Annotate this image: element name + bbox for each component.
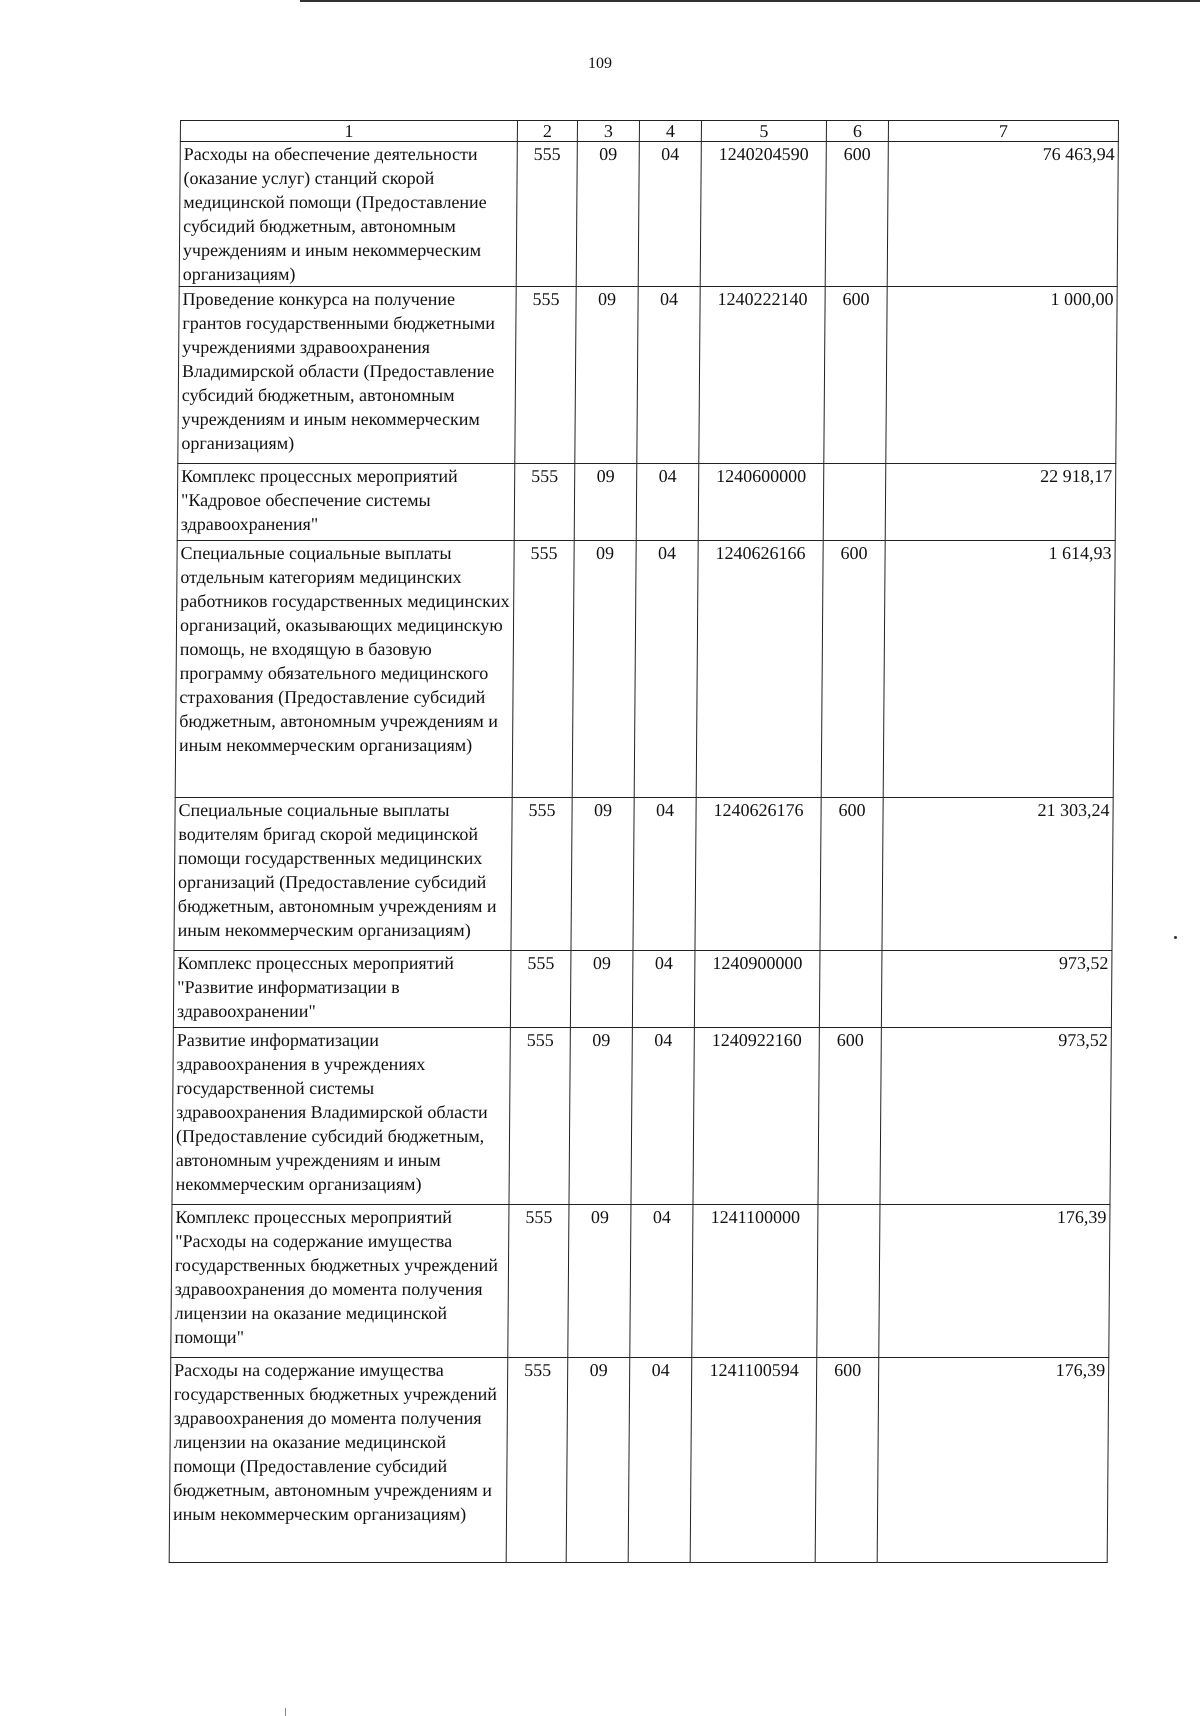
row-expense-type: 600 <box>825 142 888 287</box>
row-section-code: 09 <box>574 464 637 541</box>
row-subsection-code: 04 <box>637 287 700 464</box>
row-amount: 176,39 <box>879 1205 1110 1358</box>
row-target-code: 1240900000 <box>694 951 820 1028</box>
row-target-code: 1240626166 <box>696 541 823 798</box>
row-target-code: 1240204590 <box>700 142 826 287</box>
row-amount: 973,52 <box>880 1028 1111 1205</box>
row-amount: 21 303,24 <box>882 798 1113 951</box>
row-expense-type <box>817 1205 880 1358</box>
table-row <box>175 541 1115 798</box>
row-name: Комплекс процессных мероприятий "Кадровое обеспечение системы здравоохранения" <box>177 464 515 541</box>
table-row <box>179 142 1118 287</box>
table-row <box>177 464 1116 541</box>
row-name: Специальные социальные выплаты отдельным категориям медицинских работников государственных медицинских организаций, оказывающих медицинскую помощь, не входящую в базовую программу обязательного медицинского страхования (Предоставление субсидий бюджетным, автономным учреждениям и иным некоммерческим организациям) <box>175 541 514 798</box>
row-expense-type: 600 <box>820 798 883 951</box>
row-expense-type <box>819 951 882 1028</box>
header-row <box>180 121 1118 142</box>
row-amount: 76 463,94 <box>887 142 1118 287</box>
row-target-code: 1241100594 <box>690 1358 817 1563</box>
row-ministry-code: 555 <box>516 142 577 287</box>
row-ministry-code: 555 <box>515 287 576 464</box>
col-header-1: 1 <box>180 121 517 142</box>
budget-table <box>169 120 1119 1563</box>
row-name: Специальные социальные выплаты водителям бригад скорой медицинской помощи государственных медицинских организаций (Предоставление субсидий бюджетным, автономным учреждениям и иным некоммерческим организациям) <box>174 798 512 951</box>
row-subsection-code: 04 <box>634 541 698 798</box>
row-ministry-code: 555 <box>508 1205 569 1358</box>
row-subsection-code: 04 <box>630 1205 693 1358</box>
col-header-4: 4 <box>639 121 701 142</box>
table-row <box>178 287 1117 464</box>
col-header-6: 6 <box>826 121 888 142</box>
scan-speck <box>1174 936 1177 939</box>
row-ministry-code: 555 <box>506 1358 568 1563</box>
row-name: Расходы на обеспечение деятельности (оказание услуг) станций скорой медицинской помощи (Предоставление субсидий бюджетным, автономным учреждениям и иным некоммерческим организациям) <box>179 142 517 287</box>
row-ministry-code: 555 <box>511 798 572 951</box>
row-target-code: 1241100000 <box>692 1205 818 1358</box>
table-row <box>171 1205 1110 1358</box>
row-amount: 1 614,93 <box>883 541 1115 798</box>
row-name: Расходы на содержание имущества государственных бюджетных учреждений здравоохранения до момента получения лицензии на оказание медицинской помощи (Предоставление субсидий бюджетным, автономным учреждениям и иным некоммерческим организациям) <box>169 1358 508 1563</box>
row-expense-type: 600 <box>821 541 885 798</box>
top-rule <box>300 0 1200 2</box>
row-subsection-code: 04 <box>636 464 699 541</box>
row-expense-type <box>823 464 886 541</box>
row-expense-type: 600 <box>818 1028 881 1205</box>
row-ministry-code: 555 <box>509 1028 570 1205</box>
row-amount: 22 918,17 <box>885 464 1116 541</box>
row-amount: 176,39 <box>877 1358 1109 1563</box>
col-header-3: 3 <box>577 121 639 142</box>
row-name: Проведение конкурса на получение грантов государственными бюджетными учреждениями здравоохранения Владимирской области (Предоставление субсидий бюджетным, автономным учреждениям и иным некоммерческим организациям) <box>178 287 516 464</box>
row-target-code: 1240922160 <box>693 1028 819 1205</box>
row-target-code: 1240626176 <box>695 798 821 951</box>
col-header-2: 2 <box>517 121 577 142</box>
table-row <box>172 1028 1111 1205</box>
row-name: Развитие информатизации здравоохранения в учреждениях государственной системы здравоохранения Владимирской области (Предоставление субсидий бюджетным, автономным учреждениям и иным некоммерческим организациям) <box>172 1028 510 1205</box>
page-number: 109 <box>588 55 612 72</box>
row-ministry-code: 555 <box>514 464 575 541</box>
row-section-code: 09 <box>575 287 638 464</box>
row-amount: 1 000,00 <box>886 287 1117 464</box>
row-section-code: 09 <box>568 1205 631 1358</box>
row-ministry-code: 555 <box>512 541 574 798</box>
row-subsection-code: 04 <box>631 1028 694 1205</box>
row-section-code: 09 <box>576 142 639 287</box>
row-expense-type: 600 <box>824 287 887 464</box>
col-header-7: 7 <box>888 121 1118 142</box>
table-row <box>169 1358 1109 1563</box>
row-ministry-code: 555 <box>510 951 571 1028</box>
row-target-code: 1240600000 <box>698 464 824 541</box>
row-section-code: 09 <box>572 541 636 798</box>
row-subsection-code: 04 <box>638 142 701 287</box>
table-row <box>174 798 1113 951</box>
row-name: Комплекс процессных мероприятий "Развитие информатизации в здравоохранении" <box>173 951 511 1028</box>
row-subsection-code: 04 <box>633 798 696 951</box>
row-section-code: 09 <box>566 1358 630 1563</box>
row-section-code: 09 <box>570 951 633 1028</box>
row-expense-type: 600 <box>815 1358 879 1563</box>
row-section-code: 09 <box>569 1028 632 1205</box>
row-subsection-code: 04 <box>632 951 695 1028</box>
scan-mark <box>285 1708 286 1716</box>
row-section-code: 09 <box>571 798 634 951</box>
table-row <box>173 951 1112 1028</box>
row-amount: 973,52 <box>881 951 1112 1028</box>
row-target-code: 1240222140 <box>699 287 825 464</box>
col-header-5: 5 <box>701 121 826 142</box>
row-subsection-code: 04 <box>628 1358 692 1563</box>
row-name: Комплекс процессных мероприятий "Расходы на содержание имущества государственных бюджетных учреждений здравоохранения до момента получения лицензии на оказание медицинской помощи" <box>171 1205 509 1358</box>
